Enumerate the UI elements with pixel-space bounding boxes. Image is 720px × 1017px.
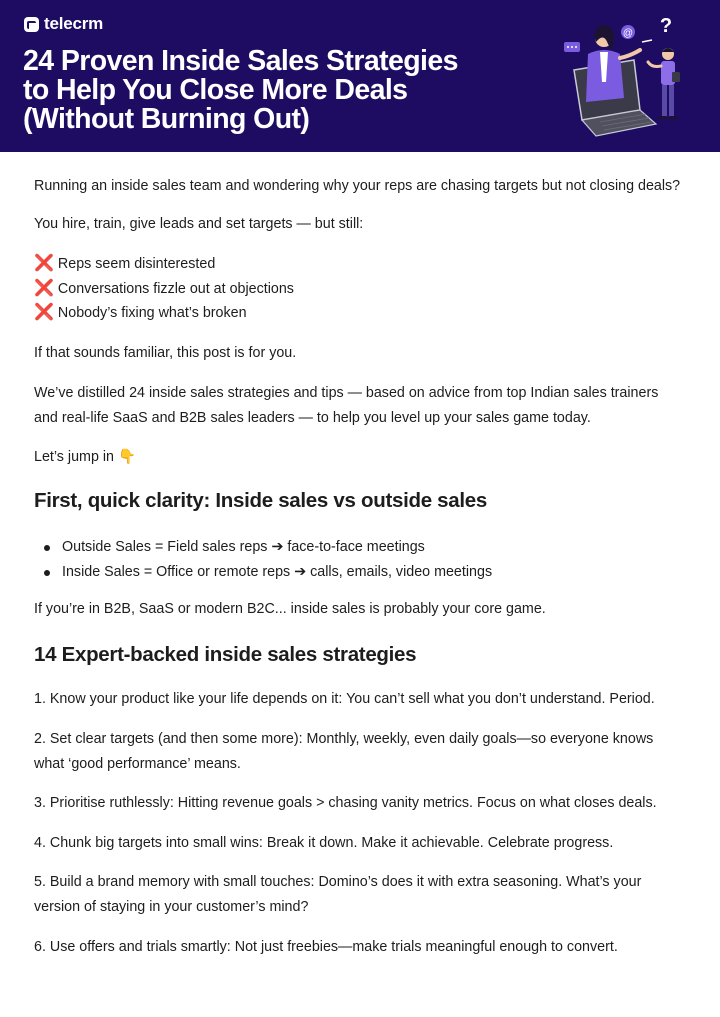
strategy-item-2: 2. Set clear targets (and then some more): Monthly, weekly, even daily goals—so everyone knows what ‘good performance’ means. — [34, 731, 654, 772]
strategy-item-3: 3. Prioritise ruthlessly: Hitting revenue goals > chasing vanity metrics. Focus on what closes deals. — [34, 795, 657, 811]
at-sign-icon: @ — [622, 28, 634, 39]
strategy-item-1: 1. Know your product like your life depends on it: You can’t sell what you don’t understand. Period. — [34, 691, 655, 707]
distilled-paragraph: We’ve distilled 24 inside sales strategies and tips — based on advice from top Indian sales trainers and real-life SaaS and B2B sales leaders — to help you level up your sales game today. — [34, 385, 659, 426]
cross-mark-icon: ❌ — [34, 279, 54, 297]
pointing-down-icon: 👇 — [118, 449, 136, 465]
list-item: Outside Sales = Field sales reps ➔ face-to-face meetings — [34, 535, 694, 560]
comparison-list — [34, 535, 694, 584]
jump-in-paragraph: Let’s jump in 👇 — [34, 449, 136, 465]
brand-name: telecrm — [44, 14, 104, 33]
strategy-item-6: 6. Use offers and trials smartly: Not just freebies—make trials meaningful enough to convert. — [34, 939, 618, 955]
cross-mark-icon: ❌ — [34, 255, 54, 272]
title-line-1: 24 Proven Inside Sales Strategies — [23, 45, 458, 77]
brand-logo[interactable] — [24, 14, 103, 34]
list-item: ❌ Reps seem disinterested — [34, 255, 216, 272]
question-mark-icon: ? — [659, 15, 673, 37]
list-item: Inside Sales = Office or remote reps ➔ calls, emails, video meetings — [34, 560, 694, 585]
intro-lead: You hire, train, give leads and set targets — but still: — [34, 216, 364, 232]
title-line-3: (Without Burning Out) — [23, 103, 310, 135]
list-item: ❌ Conversations fizzle out at objections — [34, 279, 294, 297]
strategy-item-5: 5. Build a brand memory with small touches: Domino’s does it with extra seasoning. What’s your version of staying in your customer’s mind? — [34, 874, 642, 915]
section-heading-strategies: 14 Expert-backed inside sales strategies — [34, 643, 417, 666]
sales-team-laptop-illustration — [556, 12, 696, 142]
section-heading-inside-vs-outside: First, quick clarity: Inside sales vs outside sales — [34, 489, 487, 512]
hero-banner — [0, 0, 720, 152]
familiar-paragraph: If that sounds familiar, this post is for you. — [34, 345, 297, 361]
page-title — [23, 47, 543, 134]
core-game-paragraph: If you’re in B2B, SaaS or modern B2C... inside sales is probably your core game. — [34, 601, 546, 617]
intro-paragraph: Running an inside sales team and wondering why your reps are chasing targets but not closing deals? — [34, 178, 681, 194]
strategy-item-4: 4. Chunk big targets into small wins: Break it down. Make it achievable. Celebrate progress. — [34, 835, 614, 851]
problem-list — [34, 252, 694, 326]
title-line-2: to Help You Close More Deals — [23, 74, 408, 106]
cross-mark-icon: ❌ — [34, 304, 54, 321]
telecrm-logo-icon — [24, 17, 39, 32]
list-item: ❌ Nobody’s fixing what’s broken — [34, 304, 247, 321]
